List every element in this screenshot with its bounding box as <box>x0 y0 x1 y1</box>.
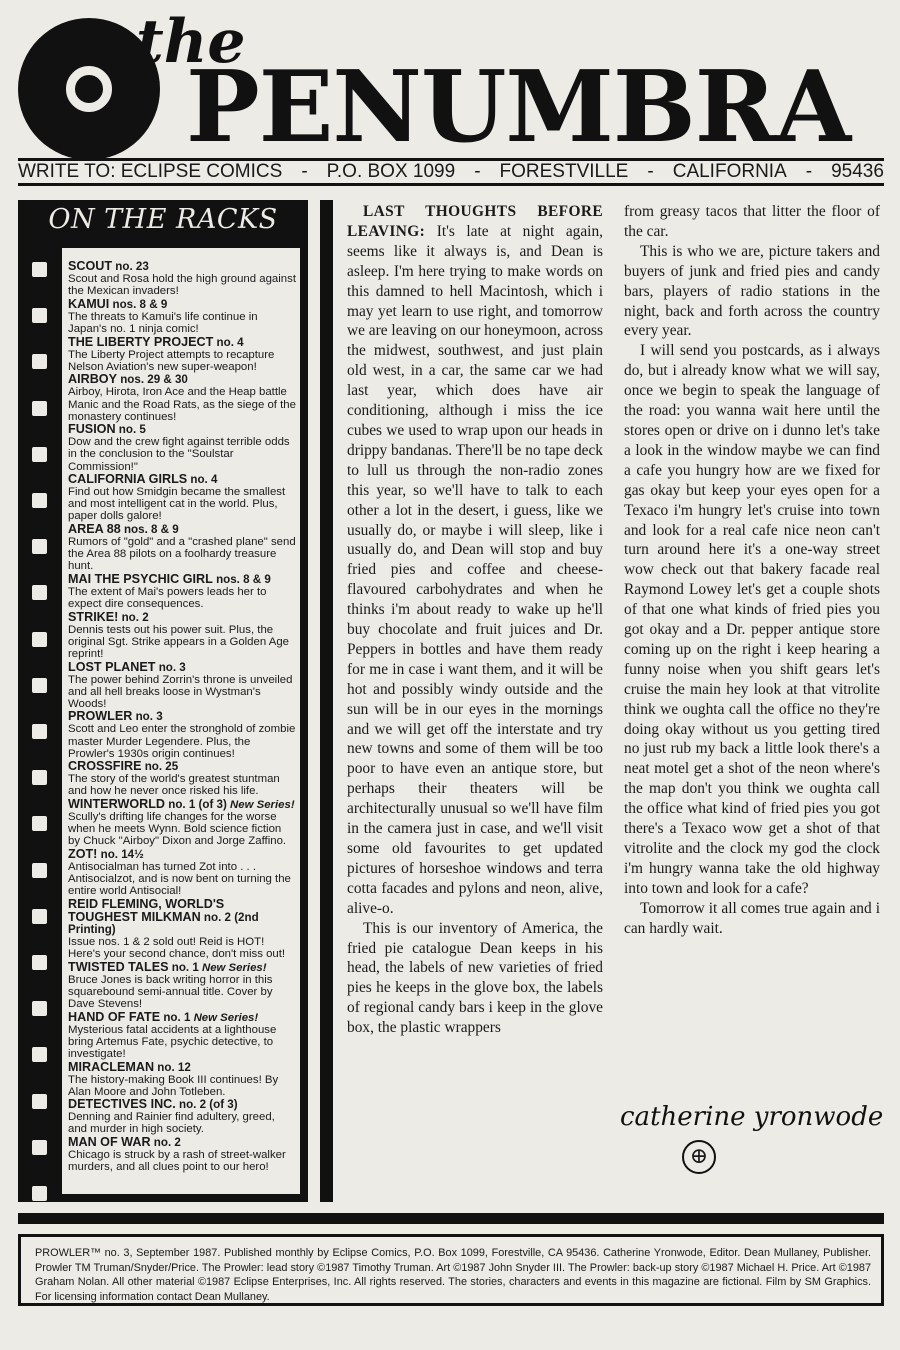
racks-item-issue: no. 2 <box>118 610 149 624</box>
racks-item <box>68 573 296 610</box>
racks-item-text: The history-making Book III continues! By Alan Moore and John Totleben. <box>68 1073 279 1098</box>
editorial-paragraph: Tomorrow it all comes true again and i can hardly wait. <box>624 899 880 937</box>
racks-body <box>62 248 300 1194</box>
racks-item <box>68 1098 296 1135</box>
address-part: P.O. BOX 1099 <box>326 161 456 182</box>
sprocket-hole <box>32 1094 47 1109</box>
editorial-paragraph: I will send you postcards, as i always do, but i already know what we will say, once we begin to speak the language of the road: you wanna wait here until the stores open or drive on i dunno let's take a look in the window maybe we can find a cafe you hungry how are we fixed for gas okay but keep your eyes open for a Texaco i'm hungry let's cruise into town and look for a real cafe nice neon can't turn around here it's a one-way street wow check out that bakery facade real Raymond Lowey let's get a couple shots of that one what kinds of fried pies you got okay and a Dr. pepper antique store coming up on the right i keep hearing a funny noise when you shift gears let's cruise the main hey look at that vitrolite think we oughta call the office no they're doing okay without us you getting tired no just rub my back a little look there's a neat motel get a shot of the neon where's the map don't you think we oughta call the office what kind of fried pies you got there's a Texaco wow get a shot of that vitrolite and the clock my god the clock i'm hungry wanna take the old highway into town and look for a cafe? <box>624 342 880 897</box>
racks-item-text: The power behind Zorrin's throne is unveiled and all hell breaks loose in Wystman's Woods! <box>68 673 293 710</box>
sprocket-hole <box>32 401 47 416</box>
racks-item-issue: no. 3 <box>155 660 186 674</box>
sprocket-hole <box>32 816 47 831</box>
racks-item-title: STRIKE! <box>68 609 119 624</box>
sprocket-hole <box>32 909 47 924</box>
logo-title: PENUMBRA <box>186 50 851 165</box>
on-the-racks-panel <box>18 200 308 1202</box>
racks-item <box>68 1061 296 1098</box>
sprocket-hole <box>32 863 47 878</box>
racks-item-title: THE LIBERTY PROJECT <box>68 334 214 349</box>
sprocket-hole <box>32 447 47 462</box>
racks-item <box>68 336 296 373</box>
racks-item-title: REID FLEMING, WORLD'S TOUGHEST MILKMAN <box>68 896 225 924</box>
editorial-paragraph: This is who we are, picture takers and buyers of junk and fried pies and candy bars, players of radio stations in the night, back and forth across the country every year. <box>624 242 880 340</box>
editorial-paragraph: from greasy tacos that litter the floor of the car. <box>624 203 880 240</box>
racks-item-issue: nos. 8 & 9 <box>109 297 168 311</box>
racks-title: ON THE RACKS <box>48 204 278 235</box>
racks-item-text: The extent of Mai's powers leads her to expect dire consequences. <box>68 585 267 611</box>
editorial-column-1 <box>347 202 603 1038</box>
sprocket-hole <box>32 308 47 323</box>
racks-item-text: Scout and Rosa hold the high ground against the Mexican invaders! <box>68 273 296 298</box>
address-part: 95436 <box>831 161 884 182</box>
racks-item <box>68 760 296 797</box>
racks-item-issue: nos. 8 & 9 <box>120 522 179 536</box>
address-separator: - <box>647 161 654 182</box>
racks-item <box>68 298 296 335</box>
racks-item-text: Bruce Jones is back writing horror in this squarebound semi-annual title. Cover by Dave Stevens! <box>68 973 273 1011</box>
racks-item-issue: no. 23 <box>112 260 149 273</box>
racks-item <box>68 1011 296 1060</box>
racks-item-title: LOST PLANET <box>68 659 156 674</box>
racks-item-title: KAMUI <box>68 296 110 311</box>
racks-item-text: Antisocialman has turned Zot into . . . Antisocialzot, and is now bent on turning the entire world Antisocial! <box>68 861 291 898</box>
racks-item-title: MIRACLEMAN <box>68 1059 155 1074</box>
racks-item-issue: nos. 29 & 30 <box>116 373 188 387</box>
racks-item-text: Chicago is struck by a rash of street-walker murders, and all clues point to our hero! <box>68 1149 286 1174</box>
sprocket-hole <box>32 632 47 647</box>
address-separator: - <box>301 161 308 182</box>
racks-item-title: CROSSFIRE <box>68 759 142 774</box>
racks-item-text: Rumors of "gold" and a "crashed plane" send the Area 88 pilots on a foolhardy treasure hunt. <box>68 536 296 573</box>
racks-item <box>68 373 296 422</box>
racks-item <box>68 898 296 960</box>
racks-item-issue: no. 4 <box>187 473 218 487</box>
sprocket-hole <box>32 539 47 554</box>
racks-item-issue: no. 2 (2nd Printing) <box>68 910 259 936</box>
racks-item-title: SCOUT <box>68 259 113 273</box>
racks-item-text: Mysterious fatal accidents at a lighthouse bring Artemus Fate, psychic detective, to investigate! <box>68 1023 277 1060</box>
racks-item <box>68 611 296 660</box>
racks-item-text: Airboy, Hirota, Iron Ace and the Heap battle Manic and the Road Rats, as the siege of the monastery continues! <box>68 386 296 423</box>
editorial-lead: LAST THOUGHTS BEFORE LEAVING: <box>347 203 603 240</box>
indicia: PROWLER™ no. 3, September 1987. Published monthly by Eclipse Comics, P.O. Box 1099, Forestville, CA 95436. Catherine Yronwode, Editor. Dean Mullaney, Publisher. Prowler TM Truman/Snyder/Price. The Prowler: lead story ©1987 Timothy Truman. Art ©1987 John Snyder III. The Prowler: back-up story ©1987 Michael H. Price. Art ©1987 Graham Nolan. All other material ©1987 Eclipse Enterprises, Inc. All rights reserved. The stories, characters and events in this magazine are fictional. Film by SM Graphics. For licensing information contact Dean Mullaney. <box>18 1234 884 1306</box>
sprocket-hole <box>32 1047 47 1062</box>
racks-item-title: MAN OF WAR <box>68 1135 151 1150</box>
racks-item-text: Scully's drifting life changes for the worse when he meets Wynn. Bold science fiction by Chuck "Airboy" Dixon and Jorge Zaffino. <box>68 811 287 848</box>
racks-list <box>68 260 296 1174</box>
address-part: FORESTVILLE <box>499 161 629 182</box>
racks-item-new-series: New Series! <box>230 799 295 812</box>
racks-item-text: Issue nos. 1 & 2 sold out! Reid is HOT! Here's your second chance, don't miss out! <box>68 936 286 961</box>
sprocket-hole <box>32 724 47 739</box>
racks-item-title: FUSION <box>68 422 116 437</box>
racks-item-title: ZOT! <box>68 846 98 861</box>
masthead <box>18 7 884 165</box>
editorial-text: It's late at night again, seems like it always is, and Dean is asleep. I'm here trying to make words on this damned to hell Macintosh, which i may yet learn to use right, and tomorrow we are leaving on our honeymoon, across the midwest, southwest, and just plain old west, in a car, the same car we had last year, which does have air conditioning, although i miss the ice cubes we used to wrap upon our heads in drippy bandanas. There'll be no tape deck to lull us through the non-radio zones this year, so we'll have to talk to each other a lot in the desert, i guess, like we usually do, or maybe i will sleep, like i usually do, and Dean will stop and buy fried pies and coffee and cheese-flavoured carbohydrates and when he thinks i'm about ready to wake up he'll buy chocolate and fruit juices and Dr. Peppers in bottles and have them ready for me in case i want them, and it will be hot and possibly windy outside and the sun will be in our eyes in the mornings and we will get off the interstate and try new towns and some of them will be too poor to have even an antique store, but perhaps their theaters will be architecturally unusual so we'll have film in the camera just in case, and we'll visit some old favourites to get updated pictures of horseshoe windows and terra cotta facades and pylons and neon, alive, alive-o. <box>347 222 604 917</box>
racks-item-text: Dow and the crew fight against terrible odds in the conclusion to the "Soulstar Commission!" <box>68 436 290 473</box>
address-part: WRITE TO: ECLIPSE COMICS <box>18 161 283 182</box>
racks-item-issue: no. 25 <box>141 760 179 774</box>
racks-item-title: HAND OF FATE <box>68 1009 161 1024</box>
column-divider <box>320 200 333 1202</box>
racks-item-new-series: New Series! <box>193 1011 259 1024</box>
racks-item-text: Dennis tests out his power suit. Plus, the original Sgt. Strike appears in a Golden Age reprint! <box>68 623 289 660</box>
racks-item <box>68 661 296 710</box>
editorial-column-2 <box>624 202 880 939</box>
racks-item-text: Find out how Smidgin became the smallest and most intelligent cat in the world. Plus, paper dolls galore! <box>68 486 286 523</box>
racks-item-text: The Liberty Project attempts to recapture Nelson Aviation's new super-weapon! <box>68 348 275 373</box>
racks-item-text: Scott and Leo enter the stronghold of zombie master Murder Legendere. Plus, the Prowler's 1930s origin continues! <box>68 723 296 760</box>
racks-item <box>68 961 296 1010</box>
racks-item-text: The threats to Kamui's life continue in Japan's no. 1 ninja comic! <box>68 310 258 335</box>
racks-item <box>68 523 296 572</box>
racks-item-text: The story of the world's greatest stuntman and how he never once risked his life. <box>68 773 280 798</box>
address-bar <box>18 158 884 186</box>
racks-item-title: MAI THE PSYCHIC GIRL <box>68 571 213 586</box>
address-separator: - <box>805 161 813 182</box>
racks-item <box>68 473 296 522</box>
racks-item-title: PROWLER <box>68 709 133 724</box>
sprocket-hole <box>32 1001 47 1016</box>
editorial-paragraph <box>347 202 603 919</box>
racks-item-issue: no. 2 <box>150 1136 181 1150</box>
racks-item-issue: no. 3 <box>132 710 163 724</box>
racks-item-title: DETECTIVES INC. <box>68 1097 176 1112</box>
racks-item <box>68 423 296 472</box>
editorial-paragraph: This is our inventory of America, the fried pie catalogue Dean keeps in his head, the labels of new varieties of fried pies he keeps in the glove box, the labels of regional candy bars i keep in the glove box, the plastic wrappers <box>347 919 603 1037</box>
sprocket-hole <box>32 493 47 508</box>
signature: catherine yronwode <box>620 1102 884 1132</box>
racks-item <box>68 260 296 297</box>
signature-mark-icon: ⊕ <box>682 1140 716 1174</box>
logo-emblem-icon <box>72 72 106 106</box>
racks-item-issue: no. 5 <box>115 423 146 437</box>
sprocket-hole <box>32 1140 47 1155</box>
racks-item <box>68 848 296 897</box>
racks-item-new-series: New Series! <box>201 961 267 974</box>
sprocket-hole <box>32 585 47 600</box>
racks-item-issue: nos. 8 & 9 <box>212 572 271 586</box>
sprocket-hole <box>32 354 47 369</box>
sprocket-hole <box>32 678 47 693</box>
racks-item-title: WINTERWORLD <box>68 797 166 812</box>
sprocket-hole <box>32 262 47 277</box>
logo-the: the <box>136 7 246 77</box>
racks-item-issue: no. 1 (of 3) <box>165 798 227 812</box>
racks-item <box>68 710 296 759</box>
racks-item-issue: no. 4 <box>213 335 244 349</box>
racks-item <box>68 798 296 847</box>
address-separator: - <box>474 161 481 182</box>
racks-item-issue: no. 1 <box>168 960 199 974</box>
racks-item-issue: no. 14½ <box>97 847 144 861</box>
racks-item-issue: no. 1 <box>160 1010 191 1024</box>
racks-item-issue: no. 2 (of 3) <box>175 1098 238 1112</box>
address-part: CALIFORNIA <box>672 161 787 182</box>
racks-item-title: AIRBOY <box>68 372 117 387</box>
racks-item-issue: no. 12 <box>154 1060 191 1074</box>
racks-item-text: Denning and Rainier find adultery, greed, and murder in high society. <box>68 1111 275 1136</box>
sprocket-hole <box>32 770 47 785</box>
racks-item-title: AREA 88 <box>68 521 121 536</box>
sprocket-hole <box>32 955 47 970</box>
racks-item-title: CALIFORNIA GIRLS <box>68 472 188 487</box>
racks-item-title: TWISTED TALES <box>68 959 169 974</box>
footer-rule <box>18 1213 884 1224</box>
sprocket-hole <box>32 1186 47 1201</box>
racks-item <box>68 1136 296 1173</box>
